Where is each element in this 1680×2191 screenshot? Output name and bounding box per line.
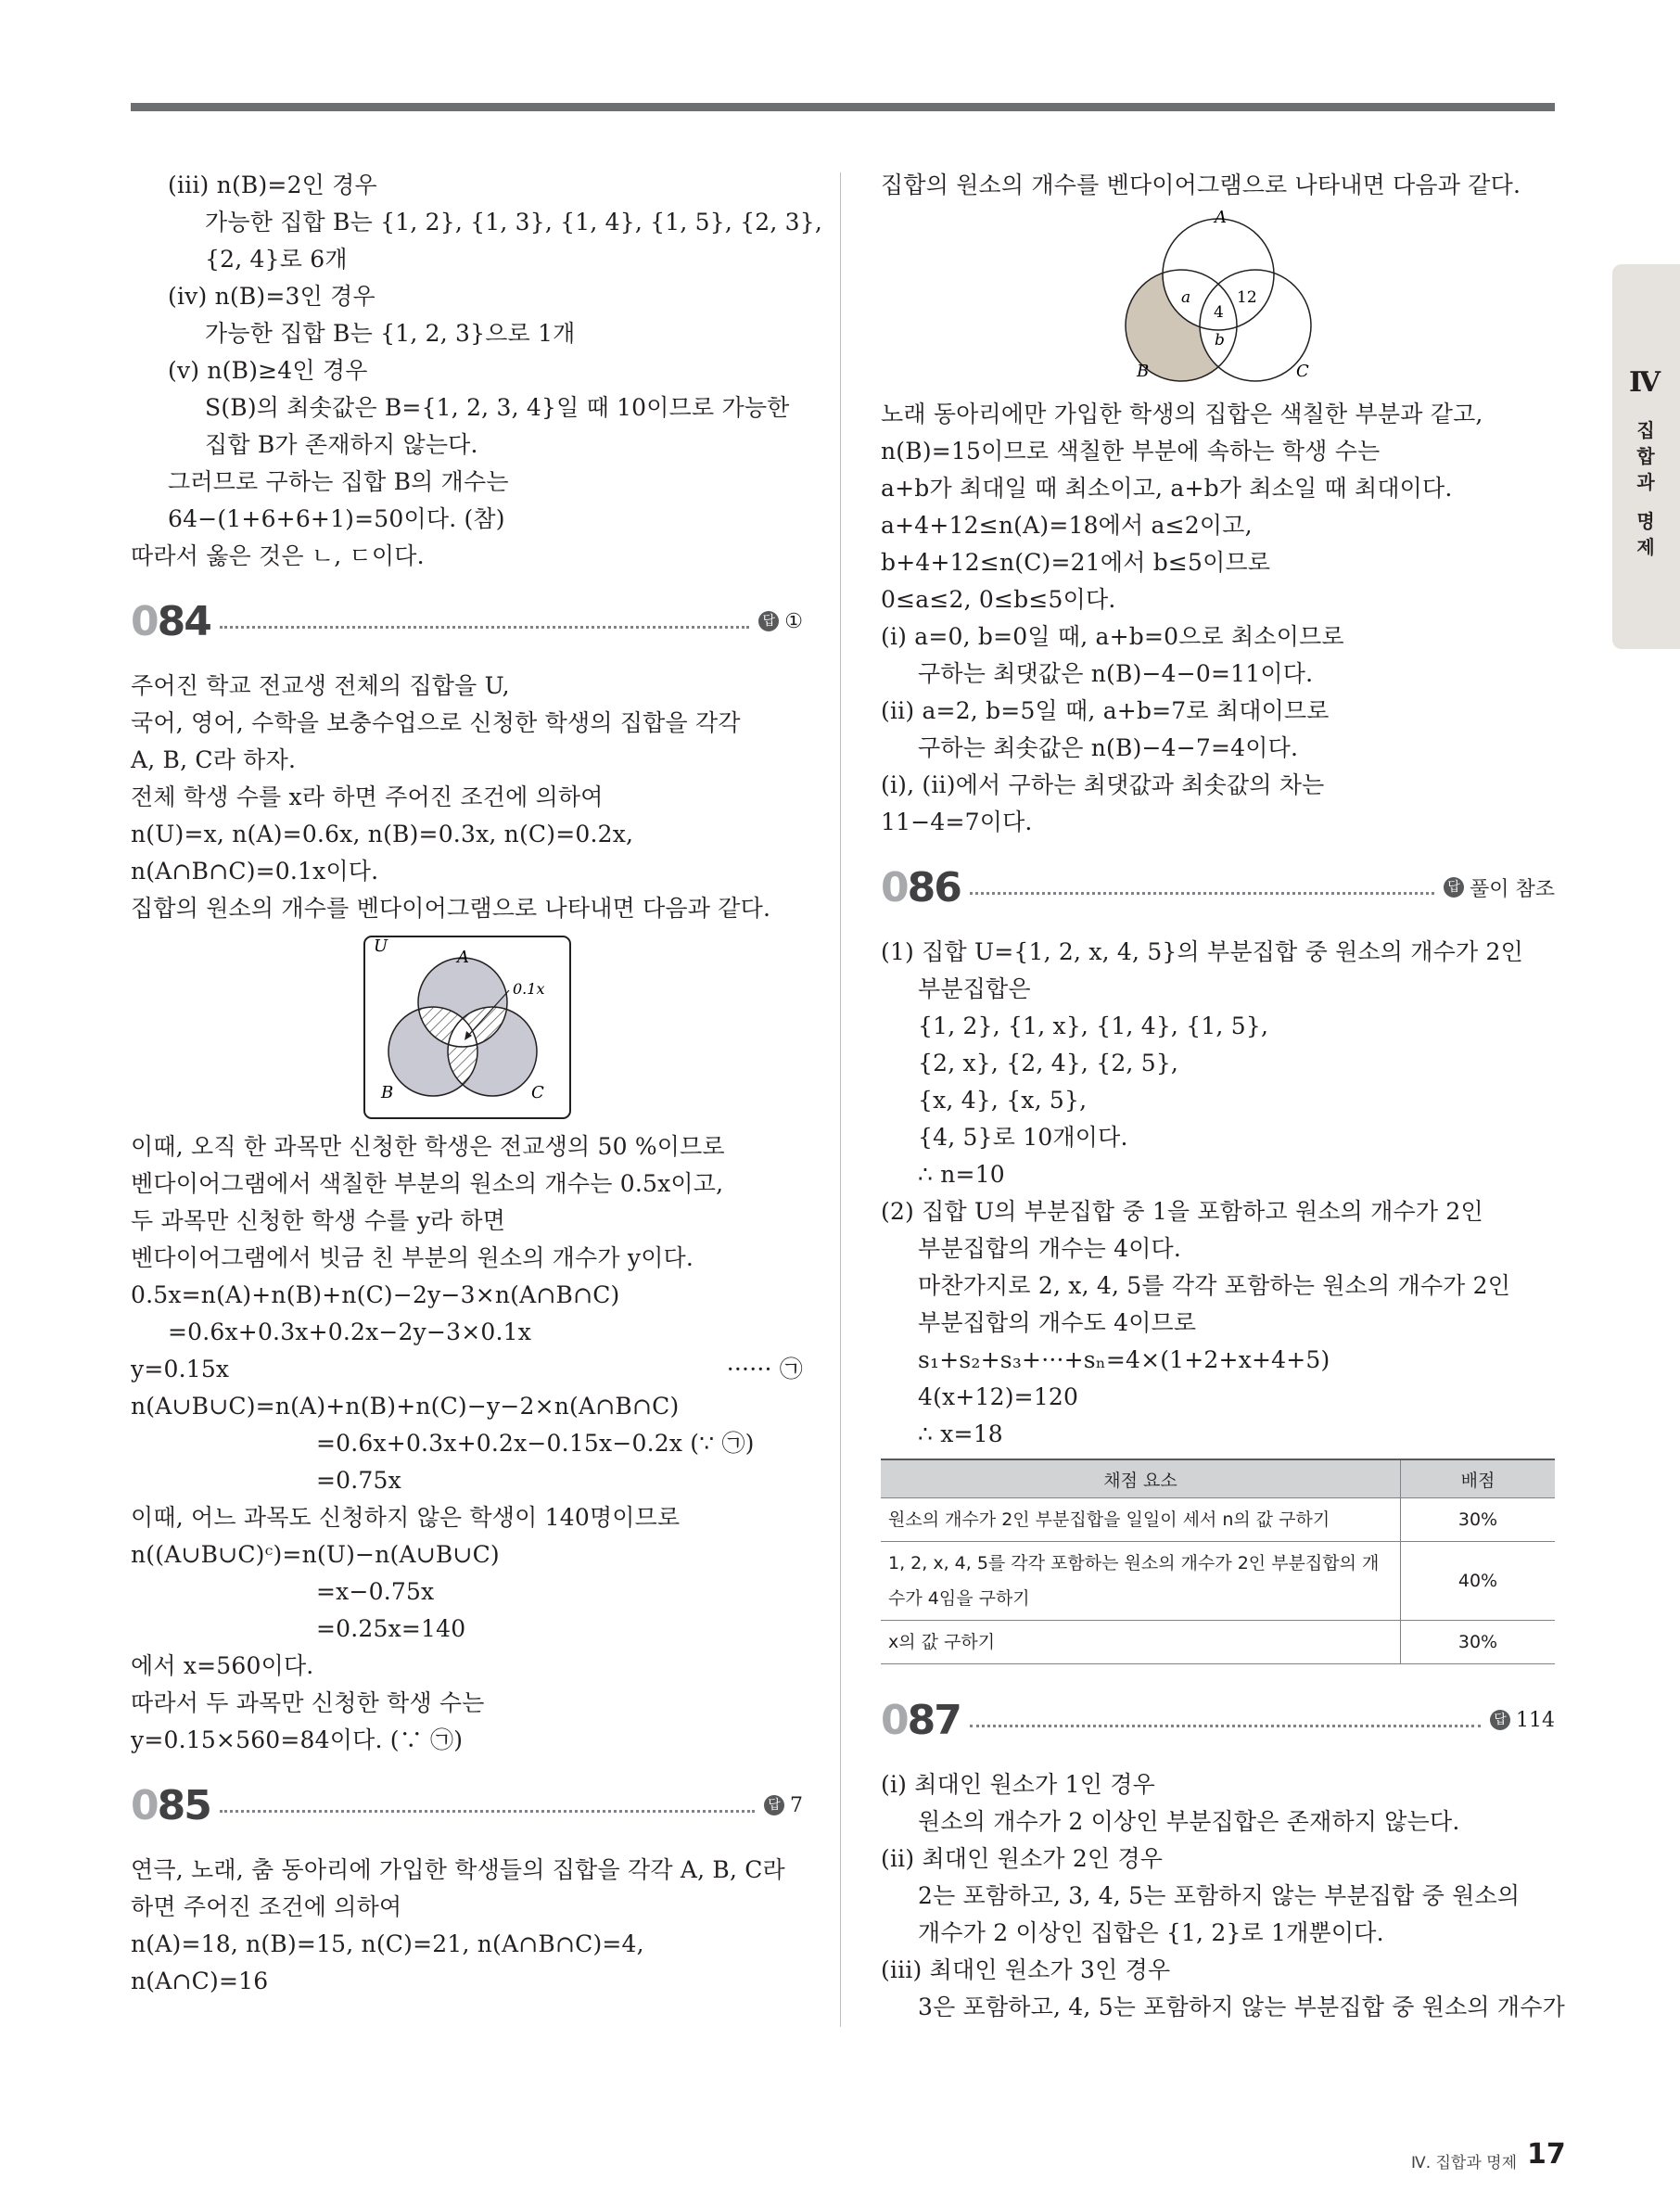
table-row (881, 1621, 1555, 1664)
answer-icon: 답 (758, 611, 779, 631)
leader-dots (970, 892, 1434, 895)
chapter-tab-roman: Ⅳ (1629, 366, 1661, 399)
venn-region-b: b (1214, 331, 1225, 350)
text-line: 이때, 오직 한 과목만 신청한 학생은 전교생의 50 %이므로 (131, 1133, 725, 1160)
text-line: ∴ n=10 (918, 1161, 1005, 1188)
problem-number: 085 (131, 1781, 210, 1829)
table-header-item: 채점 요소 (881, 1459, 1401, 1498)
text-line: 연극, 노래, 춤 동아리에 가입한 학생들의 집합을 각각 A, B, C라 (131, 1856, 785, 1883)
text-line: 하면 주어진 조건에 의하여 (131, 1893, 402, 1920)
equation-line: n((A∪B∪C)ᶜ)=n(U)−n(A∪B∪C) (131, 1541, 500, 1568)
text-line: 전체 학생 수를 x라 하면 주어진 조건에 의하여 (131, 783, 604, 810)
text-line: (iv) n(B)=3인 경우 (168, 283, 375, 310)
text-line: 주어진 학교 전교생 전체의 집합을 U, (131, 672, 510, 699)
answer-label: 답 7 (764, 1794, 803, 1817)
table-cell-item: 1, 2, x, 4, 5를 각각 포함하는 원소의 개수가 2인 부분집합의 개수가 4임을 구하기 (881, 1542, 1401, 1621)
text-line: 집합의 원소의 개수를 벤다이어그램으로 나타내면 다음과 같다. (131, 895, 771, 922)
text-line: (v) n(B)≥4인 경우 (168, 357, 368, 384)
table-cell-item: x의 값 구하기 (881, 1621, 1401, 1664)
text-line: 벤다이어그램에서 빗금 친 부분의 원소의 개수가 y이다. (131, 1244, 694, 1271)
equation-line: 4(x+12)=120 (918, 1383, 1079, 1410)
text-line: 개수가 2 이상인 집합은 {1, 2}로 1개뿐이다. (918, 1919, 1384, 1946)
text-line: (ii) a=2, b=5일 때, a+b=7로 최대이므로 (881, 697, 1330, 724)
text-line: (2) 집합 U의 부분집합 중 1을 포함하고 원소의 개수가 2인 (881, 1198, 1483, 1225)
text-line: a+b가 최대일 때 최소이고, a+b가 최소일 때 최대이다. (881, 475, 1453, 502)
text-line: {4, 5}로 10개이다. (918, 1124, 1128, 1151)
text-line: 11−4=7이다. (881, 809, 1033, 835)
venn-diagram-084 (131, 933, 803, 1123)
header-rule (131, 103, 1555, 111)
answer-icon: 답 (764, 1795, 784, 1815)
scoring-table (881, 1459, 1555, 1664)
text-line: 벤다이어그램에서 색칠한 부분의 원소의 개수는 0.5x이고, (131, 1170, 724, 1197)
problem-number: 086 (881, 863, 961, 911)
text-line: n(A∩C)=16 (131, 1968, 269, 1994)
answer-icon: 답 (1490, 1710, 1510, 1730)
venn-label-c: C (1295, 362, 1309, 381)
text-line: {2, 4}로 6개 (205, 246, 348, 273)
problem-header-087 (881, 1692, 1555, 1748)
text-line: y=0.15×560=84이다. (∵ ㉠) (131, 1726, 464, 1753)
right-column (881, 167, 1565, 2026)
text-line: 3은 포함하고, 4, 5는 포함하지 않는 부분집합 중 원소의 개수가 (918, 1994, 1565, 2020)
text-line: 두 과목만 신청한 학생 수를 y라 하면 (131, 1207, 506, 1234)
venn-label-b: B (1136, 362, 1149, 381)
text-line: (ii) 최대인 원소가 2인 경우 (881, 1845, 1164, 1872)
text-line: 부분집합의 개수는 4이다. (918, 1235, 1182, 1262)
text-line: 0≤a≤2, 0≤b≤5이다. (881, 586, 1116, 613)
text-line: n(A)=18, n(B)=15, n(C)=21, n(A∩B∩C)=4, (131, 1930, 644, 1957)
equation-line: =x−0.75x (316, 1578, 435, 1605)
text-line: a+4+12≤n(A)=18에서 a≤2이고, (881, 512, 1253, 539)
equation-line: 0.5x=n(A)+n(B)+n(C)−2y−3×n(A∩B∩C) (131, 1281, 620, 1308)
text-line: (i), (ii)에서 구하는 최댓값과 최솟값의 차는 (881, 771, 1325, 798)
text-line: 가능한 집합 B는 {1, 2, 3}으로 1개 (205, 320, 576, 347)
text-line: {2, x}, {2, 4}, {2, 5}, (918, 1050, 1179, 1076)
table-cell-score: 30% (1401, 1498, 1556, 1542)
text-line: 집합의 원소의 개수를 벤다이어그램으로 나타내면 다음과 같다. (881, 172, 1521, 198)
footer-chapter: Ⅳ. 집합과 명제 (1411, 2154, 1518, 2172)
problem-header-085 (131, 1777, 803, 1833)
table-row (881, 1498, 1555, 1542)
answer-icon: 답 (1444, 877, 1464, 898)
equation-line: =0.75x (316, 1467, 401, 1494)
equation-tag: ······ ㉠ (726, 1356, 803, 1382)
table-cell-item: 원소의 개수가 2인 부분집합을 일일이 세서 n의 값 구하기 (881, 1498, 1401, 1542)
text-line: 구하는 최댓값은 n(B)−4−0=11이다. (918, 660, 1314, 687)
text-line: 부분집합의 개수도 4이므로 (918, 1309, 1197, 1336)
text-line: n(B)=15이므로 색칠한 부분에 속하는 학생 수는 (881, 438, 1381, 465)
text-line: 집합 B가 존재하지 않는다. (205, 431, 478, 458)
text-line: (iii) n(B)=2인 경우 (168, 172, 377, 198)
page-number: 17 (1527, 2138, 1566, 2171)
equation-line: s₁+s₂+s₃+···+sₙ=4×(1+2+x+4+5) (918, 1346, 1330, 1373)
problem-number: 084 (131, 597, 210, 645)
venn-region-4: 4 (1213, 303, 1224, 322)
text-line: n(U)=x, n(A)=0.6x, n(B)=0.3x, n(C)=0.2x, (131, 821, 634, 847)
venn-label-u: U (373, 936, 388, 956)
text-line: S(B)의 최솟값은 B={1, 2, 3, 4}일 때 10이므로 가능한 (205, 394, 790, 421)
text-line: 에서 x=560이다. (131, 1652, 314, 1679)
text-line: 64−(1+6+6+1)=50이다. (참) (168, 505, 505, 532)
venn-region-a: a (1180, 288, 1190, 307)
left-column (131, 167, 823, 2000)
venn-label-a: A (1214, 210, 1227, 227)
venn-label-b: B (380, 1083, 393, 1102)
equation-line: =0.25x=140 (316, 1615, 466, 1642)
venn-diagram-085 (881, 210, 1555, 390)
text-line: 가능한 집합 B는 {1, 2}, {1, 3}, {1, 4}, {1, 5}, {2, 3}, (205, 209, 823, 236)
text-line: 마찬가지로 2, x, 4, 5를 각각 포함하는 원소의 개수가 2인 (918, 1272, 1511, 1299)
text-line: 따라서 두 과목만 신청한 학생 수는 (131, 1689, 485, 1716)
text-line: (iii) 최대인 원소가 3인 경우 (881, 1956, 1171, 1983)
answer-label: 답 ① (758, 610, 803, 633)
leader-dots (220, 1810, 755, 1813)
text-line: A, B, C라 하자. (131, 746, 297, 773)
venn-center-label: 0.1x (512, 980, 544, 998)
table-row (881, 1542, 1555, 1621)
table-cell-score: 30% (1401, 1621, 1556, 1664)
text-line: 이때, 어느 과목도 신청하지 않은 학생이 140명이므로 (131, 1504, 681, 1531)
text-line: 부분집합은 (918, 975, 1031, 1002)
text-line: 구하는 최솟값은 n(B)−4−7=4이다. (918, 734, 1299, 761)
column-divider (840, 172, 841, 2027)
venn-region-12: 12 (1236, 288, 1257, 307)
table-cell-score: 40% (1401, 1542, 1556, 1621)
text-line: 그러므로 구하는 집합 B의 개수는 (168, 468, 509, 495)
equation-line: n(A∪B∪C)=n(A)+n(B)+n(C)−y−2×n(A∩B∩C) (131, 1393, 680, 1420)
problem-header-086 (881, 860, 1555, 915)
text-line: (i) a=0, b=0일 때, a+b=0으로 최소이므로 (881, 623, 1344, 650)
text-line: n(A∩B∩C)=0.1x이다. (131, 858, 379, 885)
problem-number: 087 (881, 1696, 961, 1744)
chapter-tab-title: 집 합 과 명 제 (1636, 419, 1655, 558)
text-line: (i) 최대인 원소가 1인 경우 (881, 1771, 1155, 1798)
venn-label-c: C (530, 1083, 544, 1102)
equation-line: =0.6x+0.3x+0.2x−2y−3×0.1x (168, 1318, 532, 1345)
text-line: 원소의 개수가 2 이상인 부분집합은 존재하지 않는다. (918, 1808, 1460, 1835)
text-line: {x, 4}, {x, 5}, (918, 1087, 1088, 1114)
text-line: (1) 집합 U={1, 2, x, 4, 5}의 부분집합 중 원소의 개수가 2인 (881, 938, 1523, 965)
equation-line: =0.6x+0.3x+0.2x−0.15x−0.2x (∵ ㉠) (316, 1430, 755, 1457)
answer-label: 답 풀이 참조 (1444, 873, 1555, 902)
text-line: 2는 포함하고, 3, 4, 5는 포함하지 않는 부분집합 중 원소의 (918, 1882, 1521, 1909)
text-line: 노래 동아리에만 가입한 학생의 집합은 색칠한 부분과 같고, (881, 401, 1483, 427)
text-line: 따라서 옳은 것은 ㄴ, ㄷ이다. (131, 542, 425, 569)
problem-header-084 (131, 593, 803, 649)
leader-dots (970, 1725, 1481, 1727)
leader-dots (220, 626, 749, 629)
table-header-score: 배점 (1401, 1459, 1556, 1498)
text-line: b+4+12≤n(C)=21에서 b≤5이므로 (881, 549, 1271, 576)
text-line: {1, 2}, {1, x}, {1, 4}, {1, 5}, (918, 1013, 1269, 1039)
venn-label-a: A (456, 948, 469, 967)
text-line: 국어, 영어, 수학을 보충수업으로 신청한 학생의 집합을 각각 (131, 709, 741, 736)
answer-label: 답 114 (1490, 1709, 1555, 1732)
equation-line: ∴ x=18 (918, 1420, 1003, 1447)
equation-line: y=0.15x ······ ㉠ (131, 1351, 803, 1388)
